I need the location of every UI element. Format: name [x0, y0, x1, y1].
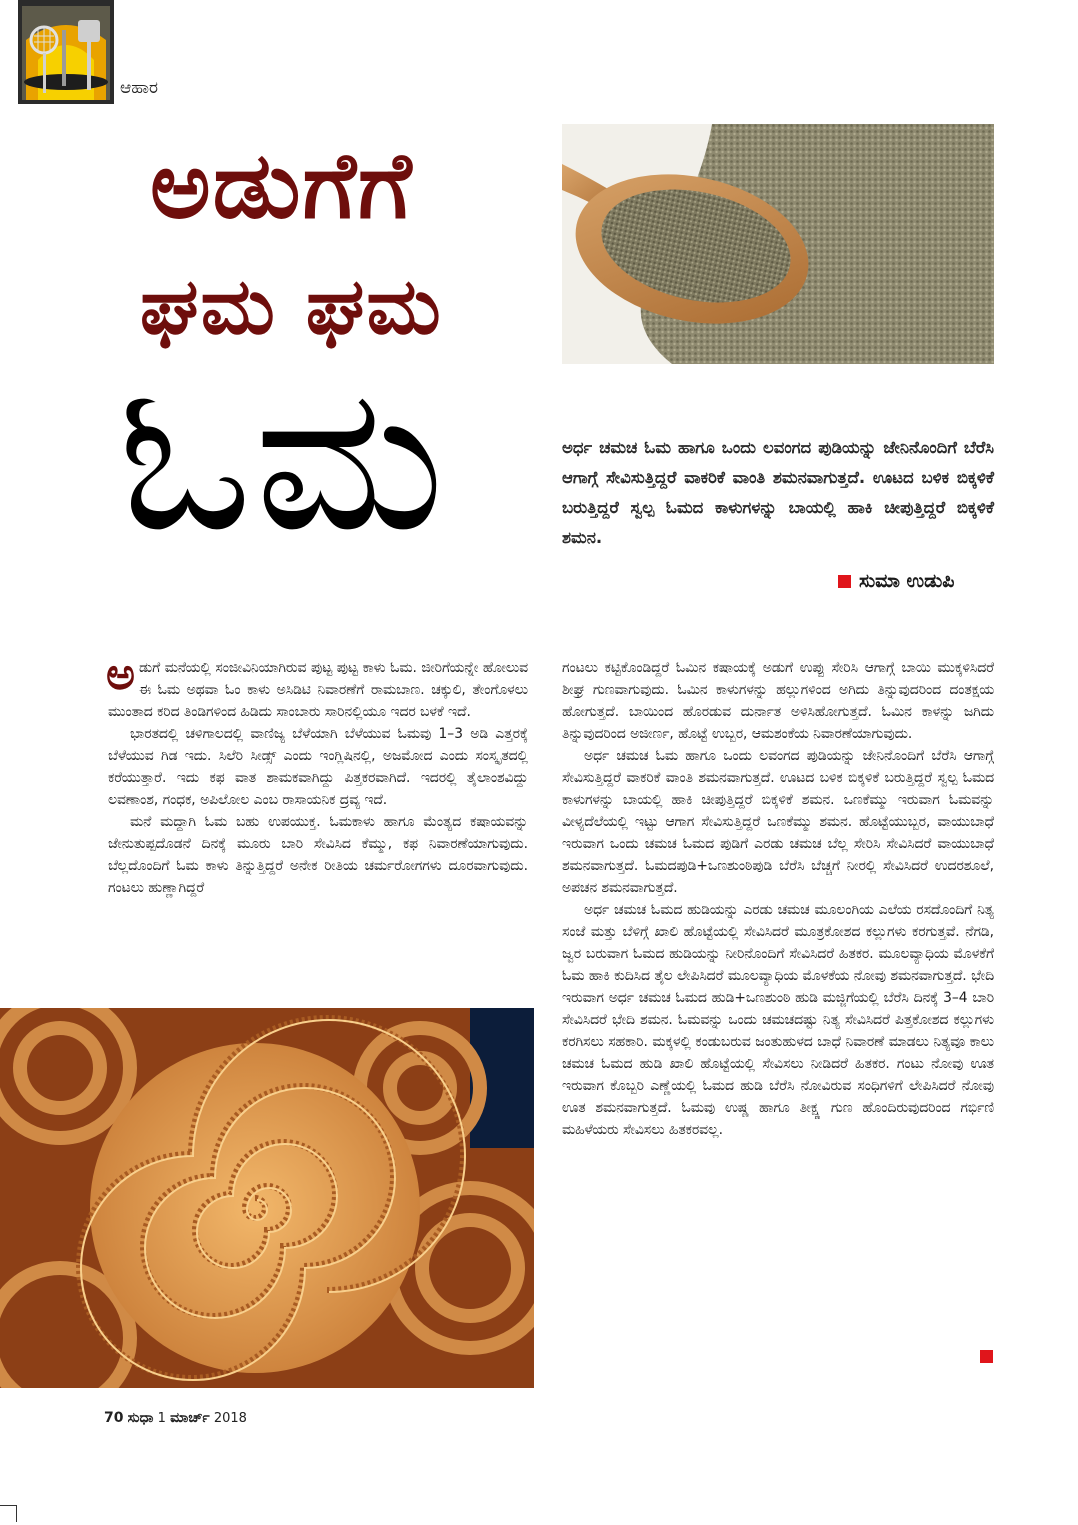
drop-cap: ಅ: [106, 649, 135, 700]
page-number: 70: [104, 1410, 124, 1426]
end-mark-icon: [980, 1350, 993, 1363]
magazine-name: ಸುಧಾ: [127, 1410, 154, 1426]
paragraph: ಗಂಟಲು ಕಟ್ಟಿಕೊಂಡಿದ್ದರೆ ಓಮಿನ ಕಷಾಯಕ್ಕೆ ಅಡುಗೆ ಉಪ್ಪು ಸೇರಿಸಿ ಆಗಾಗ್ಗೆ ಬಾಯಿ ಮುಕ್ಕಳಿಸಿದರೆ ಶೀಘ್ರ ಗುಣವಾಗುವುದು. ಓಮಿನ ಕಾಳುಗಳನ್ನು ಹಲ್ಲುಗಳಿಂದ ಅಗಿದು ತಿನ್ನುವುದರಿಂದ ದಂತಕ್ಷಯ ಹೋಗುತ್ತದೆ. ಬಾಯಿಂದ ಹೊರಡುವ ದುರ್ನಾತ ಅಳಿಸಿಹೋಗುತ್ತದೆ. ಓಮಿನ ಕಾಳನ್ನು ಜಗಿದು ತಿನ್ನುವುದರಿಂದ ಅಜೀರ್ಣ, ಹೊಟ್ಟೆ ಉಬ್ಬರ, ಆಮಶಂಕೆಯ ನಿವಾರಣೆಯಾಗುವುದು.: [562, 660, 994, 742]
headline-line-2: ಘಮ ಘಮ: [140, 262, 443, 352]
ajwain-spoon-photo: [562, 124, 994, 364]
issue-year: 2018: [213, 1411, 247, 1426]
paragraph: ಅರ್ಧ ಚಮಚ ಓಮ ಹಾಗೂ ಒಂದು ಲವಂಗದ ಪುಡಿಯನ್ನು ಜೇನಿನೊಂದಿಗೆ ಬೆರೆಸಿ ಆಗಾಗ್ಗೆ ಸೇವಿಸುತ್ತಿದ್ದರೆ ವಾಕರಿಕೆ ವಾಂತಿ ಶಮನವಾಗುತ್ತದೆ. ಊಟದ ಬಳಿಕ ಬಿಕ್ಕಳಿಕೆ ಬರುತ್ತಿದ್ದರೆ ಸ್ವಲ್ಪ ಓಮದ ಕಾಳುಗಳನ್ನು ಬಾಯಲ್ಲಿ ಹಾಕಿ ಚೀಪುತ್ತಿದ್ದರೆ ಬಿಕ್ಕಳಿಕೆ ಶಮನ. ಒಣಕೆಮ್ಮು ಇರುವಾಗ ಓಮವನ್ನು ವೀಳ್ಯದೆಲೆಯಲ್ಲಿ ಇಟ್ಟು ಆಗಾಗ ಸೇವಿಸುತ್ತಿದ್ದರೆ ಒಣಕೆಮ್ಮು ಶಮನ. ಹೊಟ್ಟೆಯುಬ್ಬರ, ವಾಯುಬಾಧೆ ಇರುವಾಗ ಒಂದು ಚಮಚ ಓಮದ ಪುಡಿಗೆ ಎರಡು ಚಮಚ ಬೆಲ್ಲ ಸೇರಿಸಿ ಸೇವಿಸಿದರೆ ವಾಯುಬಾಧೆ ಶಮನವಾಗುತ್ತದೆ. ಓಮದಪುಡಿ+ಒಣಶುಂಠಿಪುಡಿ ಬೆರೆಸಿ ಬೆಚ್ಚಗೆ ನೀರಲ್ಲಿ ಸೇವಿಸಿದರೆ ಉದರಶೂಲೆ, ಅಪಚನ ಶಮನವಾಗುತ್ತದೆ.: [562, 748, 994, 896]
section-badge: [18, 0, 114, 104]
section-label: ಆಹಾರ: [120, 78, 158, 98]
article-column-right: [562, 657, 994, 1141]
page-footer: [104, 1410, 247, 1426]
crop-mark: [0, 1505, 17, 1522]
kitchen-utensils-icon: [18, 0, 114, 104]
paragraph: ಅರ್ಧ ಚಮಚ ಓಮದ ಹುಡಿಯನ್ನು ಎರಡು ಚಮಚ ಮೂಲಂಗಿಯ ಎಲೆಯ ರಸದೊಂದಿಗೆ ನಿತ್ಯ ಸಂಜೆ ಮತ್ತು ಬೆಳಿಗ್ಗೆ ಖಾಲಿ ಹೊಟ್ಟೆಯಲ್ಲಿ ಸೇವಿಸಿದರೆ ಮೂತ್ರಕೋಶದ ಕಲ್ಲುಗಳು ಕರಗುತ್ತವೆ. ನೆಗಡಿ, ಜ್ವರ ಬರುವಾಗ ಓಮದ ಹುಡಿಯನ್ನು ನೀರಿನೊಂದಿಗೆ ಸೇವಿಸಿದರೆ ಹಿತಕರ. ಮೂಲವ್ಯಾಧಿಯ ಮೊಳಕೆಗೆ ಓಮ ಹಾಕಿ ಕುದಿಸಿದ ತೈಲ ಲೇಪಿಸಿದರೆ ಮೂಲವ್ಯಾಧಿಯ ಮೊಳಕೆಯ ನೋವು ಶಮನವಾಗುತ್ತದೆ. ಭೇದಿ ಇರುವಾಗ ಅರ್ಧ ಚಮಚ ಓಮದ ಹುಡಿ+ಒಣಶುಂಠಿ ಹುಡಿ ಮಜ್ಜಿಗೆಯಲ್ಲಿ ಬೆರೆಸಿ ದಿನಕ್ಕೆ 3–4 ಬಾರಿ ಸೇವಿಸಿದರೆ ಭೇದಿ ಶಮನ. ಓಮವನ್ನು ಒಂದು ಚಮಚದಷ್ಟು ನಿತ್ಯ ಸೇವಿಸಿದರೆ ಪಿತ್ತಕೋಶದ ಕಲ್ಲುಗಳು ಕರಗಿಸಲು ಸಹಕಾರಿ. ಮಕ್ಕಳಲ್ಲಿ ಕಂಡುಬರುವ ಜಂತುಹುಳದ ಬಾಧೆ ನಿವಾರಣೆ ಮಾಡಲು ನಿತ್ಯವೂ ಕಾಲು ಚಮಚ ಓಮದ ಹುಡಿ ಖಾಲಿ ಹೊಟ್ಟೆಯಲ್ಲಿ ಸೇವಿಸಲು ನೀಡಿದರೆ ಹಿತಕರ. ಗಂಟು ನೋವು ಊತ ಇರುವಾಗ ಕೊಬ್ಬರಿ ಎಣ್ಣೆಯಲ್ಲಿ ಓಮದ ಹುಡಿ ಬೆರೆಸಿ ನೋವಿರುವ ಸಂಧಿಗಳಿಗೆ ಲೇಪಿಸಿದರೆ ನೋವು ಊತ ಶಮನವಾಗುತ್ತದೆ. ಓಮವು ಉಷ್ಣ ಹಾಗೂ ತೀಕ್ಷ್ಣ ಗುಣ ಹೊಂದಿರುವುದರಿಂದ ಗರ್ಭಿಣಿ ಮಹಿಳೆಯರು ಸೇವಿಸಲು ಹಿತಕರವಲ್ಲ.: [562, 902, 994, 1138]
article-column-left: [106, 649, 528, 899]
chakli-photo: [0, 1008, 534, 1388]
byline: [838, 570, 954, 592]
headline-line-1: ಅಡುಗೆಗೆ: [150, 132, 414, 239]
issue-month: ಮಾರ್ಚ್: [170, 1410, 210, 1426]
intro-text: ಅರ್ಧ ಚಮಚ ಓಮ ಹಾಗೂ ಒಂದು ಲವಂಗದ ಪುಡಿಯನ್ನು ಜೇನಿನೊಂದಿಗೆ ಬೆರೆಸಿ ಆಗಾಗ್ಗೆ ಸೇವಿಸುತ್ತಿದ್ದರೆ ವಾಕರಿಕೆ ವಾಂತಿ ಶಮನವಾಗುತ್ತದೆ. ಊಟದ ಬಳಿಕ ಬಿಕ್ಕಳಿಕೆ ಬರುತ್ತಿದ್ದರೆ ಸ್ವಲ್ಪ ಓಮದ ಕಾಳುಗಳನ್ನು ಬಾಯಲ್ಲಿ ಹಾಕಿ ಚೀಪುತ್ತಿದ್ದರೆ ಬಿಕ್ಕಳಿಕೆ ಶಮನ.: [562, 438, 994, 547]
paragraph: ಅಡುಗೆ ಮನೆಯಲ್ಲಿ ಸಂಜೀವಿನಿಯಾಗಿರುವ ಪುಟ್ಟ ಪುಟ್ಟ ಕಾಳು ಓಮ. ಜೀರಿಗೆಯನ್ನೇ ಹೋಲುವ ಈ ಓಮ ಅಥವಾ ಓಂ ಕಾಳು ಅಸಿಡಿಟಿ ನಿವಾರಣೆಗೆ ರಾಮಬಾಣ. ಚಕ್ಕುಲಿ, ತೇಂಗೊಳಲು ಮುಂತಾದ ಕರಿದ ತಿಂಡಿಗಳಿಂದ ಹಿಡಿದು ಸಾಂಬಾರು ಸಾರಿನಲ್ಲಿಯೂ ಇದರ ಬಳಕೆ ಇದೆ.: [106, 649, 528, 720]
author-name: ಸುಮಾ ಉಡುಪಿ: [859, 570, 955, 592]
paragraph: ಭಾರತದಲ್ಲಿ ಚಳಿಗಾಲದಲ್ಲಿ ವಾಣಿಜ್ಯ ಬೆಳೆಯಾಗಿ ಬೆಳೆಯುವ ಓಮವು 1–3 ಅಡಿ ಎತ್ತರಕ್ಕೆ ಬೆಳೆಯುವ ಗಿಡ ಇದು. ಸಿಲೆರಿ ಸೀಡ್ಸ್ ಎಂದು ಇಂಗ್ಲಿಷಿನಲ್ಲಿ, ಅಜಮೋದ ಎಂದು ಸಂಸ್ಕೃತದಲ್ಲಿ ಕರೆಯುತ್ತಾರೆ. ಇದು ಕಫ ವಾತ ಶಾಮಕವಾಗಿದ್ದು ಪಿತ್ತಕರವಾಗಿದೆ. ಇದರಲ್ಲಿ ತೈಲಾಂಶವಿದ್ದು ಲವಣಾಂಶ, ಗಂಧಕ, ಅಪಿಲೋಲ ಎಂಬ ರಾಸಾಯನಿಕ ದ್ರವ್ಯ ಇದೆ.: [108, 726, 528, 808]
red-square-icon: [838, 575, 851, 588]
headline-line-3: ಓಮ: [118, 343, 447, 576]
issue-day: 1: [157, 1411, 166, 1426]
paragraph: ಮನೆ ಮದ್ದಾಗಿ ಓಮ ಬಹು ಉಪಯುಕ್ತ. ಓಮಕಾಳು ಹಾಗೂ ಮೆಂತ್ಯದ ಕಷಾಯವನ್ನು ಜೇನುತುಪ್ಪದೊಡನೆ ದಿನಕ್ಕೆ ಮೂರು ಬಾರಿ ಸೇವಿಸಿದ ಕೆಮ್ಮು, ಕಫ ನಿವಾರಣೆಯಾಗುವುದು. ಬೆಲ್ಲದೊಂದಿಗೆ ಓಮ ಕಾಳು ತಿನ್ನುತ್ತಿದ್ದರೆ ಅನೇಕ ರೀತಿಯ ಚರ್ಮರೋಗಗಳು ದೂರವಾಗುವುದು. ಗಂಟಲು ಹುಣ್ಣಾಗಿದ್ದರೆ: [108, 814, 528, 896]
